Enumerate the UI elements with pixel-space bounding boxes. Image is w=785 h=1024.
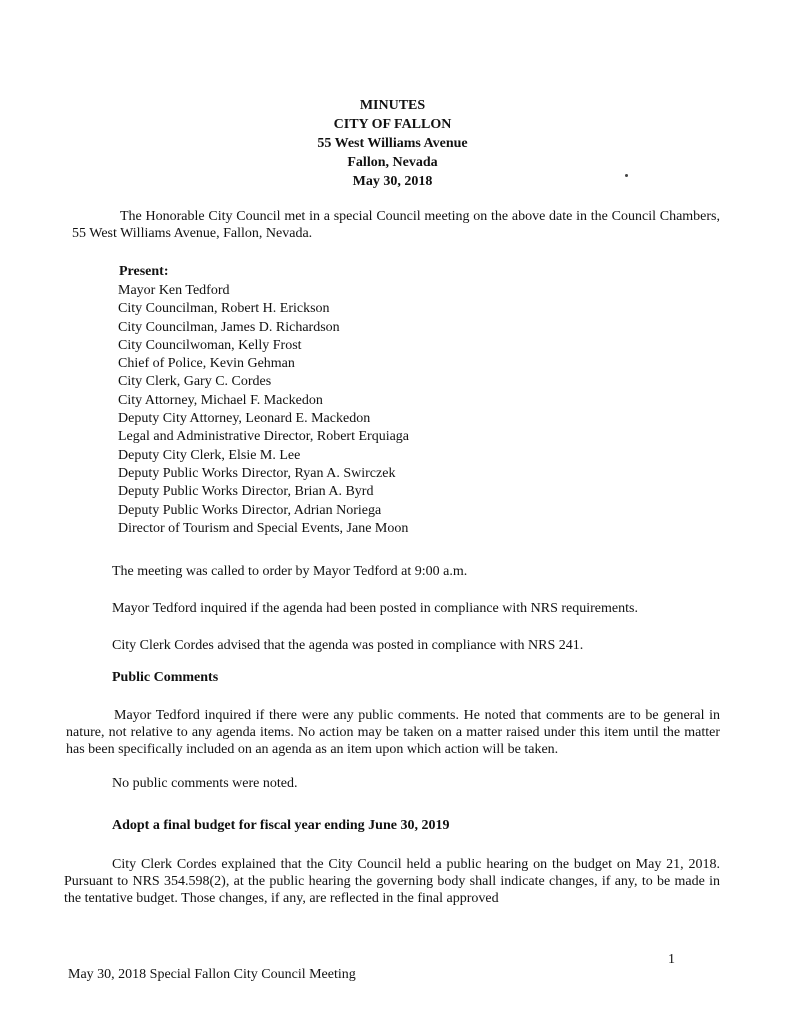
attendee-item: Deputy Public Works Director, Brian A. Byrd bbox=[118, 484, 374, 500]
header-organization: CITY OF FALLON bbox=[333, 117, 452, 132]
budget-paragraph: City Clerk Cordes explained that the City Council held a public hearing on the budget on May 21, 2018. Pursuant to NRS 354.598(2), at the public hearing the governing body shall indicate changes, if any, to be made in the tentative budget. Those changes, if any, are reflected in the final approved bbox=[64, 857, 720, 906]
attendee-item: City Clerk, Gary C. Cordes bbox=[118, 374, 272, 390]
page-number: 1 bbox=[668, 952, 675, 967]
attendee-item: Deputy Public Works Director, Adrian Noriega bbox=[118, 502, 382, 518]
document-header bbox=[0, 96, 785, 191]
intro-paragraph: The Honorable City Council met in a special Council meeting on the above date in the Council Chambers, 55 West Williams Avenue, Fallon, Nevada. bbox=[72, 209, 720, 241]
attendee-item: Mayor Ken Tedford bbox=[118, 283, 230, 298]
header-title: MINUTES bbox=[359, 98, 426, 113]
attendee-item: Deputy City Clerk, Elsie M. Lee bbox=[118, 447, 301, 463]
attendee-item: Chief of Police, Kevin Gehman bbox=[118, 356, 295, 372]
budget-heading: Adopt a final budget for fiscal year ending June 30, 2019 bbox=[112, 818, 450, 833]
agenda-inquiry-paragraph: Mayor Tedford inquired if the agenda had been posted in compliance with NRS requirements. bbox=[112, 601, 638, 616]
present-heading: Present: bbox=[119, 264, 169, 279]
public-comments-heading: Public Comments bbox=[112, 670, 219, 685]
agenda-response-paragraph: City Clerk Cordes advised that the agenda was posted in compliance with NRS 241. bbox=[112, 638, 584, 653]
attendee-item: City Attorney, Michael F. Mackedon bbox=[118, 392, 323, 408]
header-date: May 30, 2018 bbox=[352, 174, 433, 189]
attendee-item: City Councilman, James D. Richardson bbox=[118, 319, 340, 335]
header-address: 55 West Williams Avenue bbox=[317, 136, 468, 151]
attendee-list bbox=[118, 282, 409, 538]
attendee-item: City Councilwoman, Kelly Frost bbox=[118, 337, 302, 353]
no-public-comments-paragraph: No public comments were noted. bbox=[112, 776, 298, 791]
public-comments-paragraph: Mayor Tedford inquired if there were any public comments. He noted that comments are to be general in nature, not relative to any agenda items. No action may be taken on a matter raised under this item until the matter has been specifically included on an agenda as an item upon which action will be taken. bbox=[66, 708, 720, 757]
attendee-item: Deputy City Attorney, Leonard E. Mackedon bbox=[118, 411, 371, 427]
header-city: Fallon, Nevada bbox=[347, 155, 438, 170]
page-footer: May 30, 2018 Special Fallon City Council Meeting bbox=[68, 967, 356, 982]
attendee-item: City Councilman, Robert H. Erickson bbox=[118, 301, 330, 317]
stray-mark bbox=[625, 174, 628, 177]
attendee-item: Deputy Public Works Director, Ryan A. Swirczek bbox=[118, 465, 396, 481]
call-to-order-paragraph: The meeting was called to order by Mayor Tedford at 9:00 a.m. bbox=[112, 564, 468, 579]
attendee-item: Director of Tourism and Special Events, Jane Moon bbox=[118, 520, 409, 536]
attendee-item: Legal and Administrative Director, Robert Erquiaga bbox=[118, 429, 410, 445]
